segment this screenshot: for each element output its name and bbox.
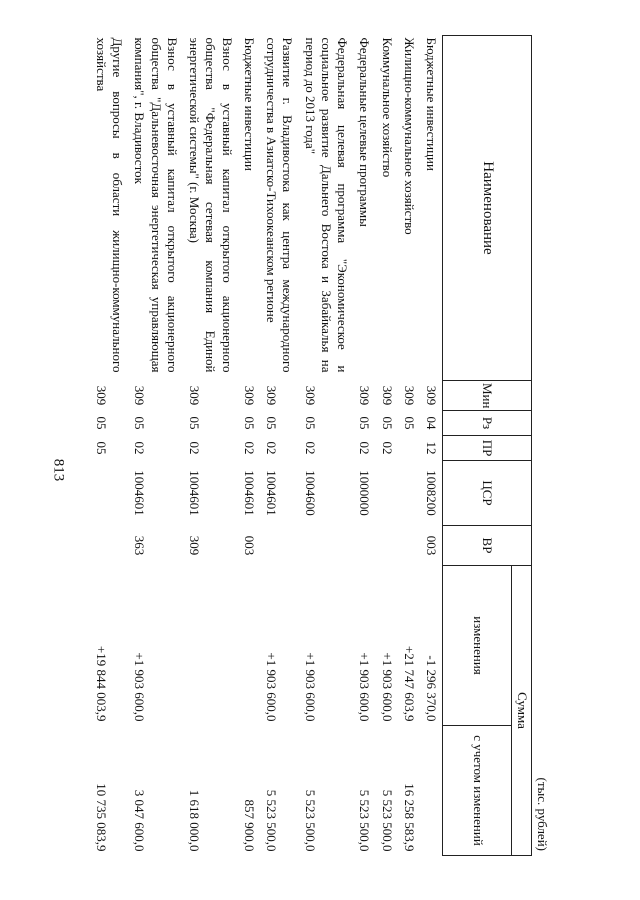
row-vr: 309 (187, 535, 203, 556)
row-pr: 12 (424, 441, 440, 455)
row-change (238, 566, 260, 726)
row-change: +1 903 600,0 (357, 652, 373, 722)
row-vr: 363 (132, 535, 148, 556)
row-total: 857 900,0 (241, 799, 257, 852)
budget-table-sheet (80, 35, 550, 855)
row-min: 309 (264, 385, 280, 406)
header-vr: ВР (443, 526, 532, 566)
row-rz: 05 (401, 416, 417, 430)
row-rz: 05 (187, 416, 203, 430)
row-min: 309 (93, 385, 109, 406)
row-csr: 1004601 (132, 470, 148, 516)
row-csr: 1004601 (241, 470, 257, 516)
table-row (353, 36, 375, 856)
row-rz: 05 (93, 416, 109, 430)
table-row (128, 36, 183, 856)
row-name: Взнос в уставный капитал открытого акционерного общества "Дальневосточная энергетическая управляющая компания", г. Владивосток (132, 37, 180, 373)
row-pr: 02 (132, 441, 148, 455)
row-min: 309 (187, 385, 203, 406)
row-vr (298, 526, 353, 566)
row-vr (375, 526, 397, 566)
row-csr (375, 461, 397, 526)
row-min: 309 (302, 385, 318, 406)
row-pr: 02 (264, 441, 280, 455)
table-row (238, 36, 260, 856)
header-csr: ЦСР (443, 461, 532, 526)
table-row (260, 36, 299, 856)
header-changes: изменения (443, 566, 512, 726)
row-pr: 05 (93, 441, 109, 455)
row-csr (398, 461, 420, 526)
row-total: 5 523 500,0 (357, 789, 373, 852)
row-min: 309 (357, 385, 373, 406)
row-pr: 02 (187, 441, 203, 455)
row-rz: 05 (302, 416, 318, 430)
row-vr (353, 526, 375, 566)
row-name: Другие вопросы в области жилищно-коммунального хозяйства (93, 37, 126, 373)
row-name: Взнос в уставный капитал открытого акционерного общества "Федеральная сетевая компания Единой энергетической системы" (г. Москва) (187, 37, 235, 373)
row-total: 5 523 500,0 (264, 789, 280, 852)
row-total: 16 258 583,9 (401, 783, 417, 852)
row-min: 309 (132, 385, 148, 406)
row-total (420, 726, 443, 856)
row-name: Коммунальное хозяйство (379, 37, 395, 178)
row-pr: 02 (302, 441, 318, 455)
row-pr: 02 (241, 441, 257, 455)
table-row (298, 36, 353, 856)
header-rz: Рз (443, 411, 532, 436)
header-sum: Сумма (512, 566, 532, 856)
table-row (420, 36, 443, 856)
row-name: Бюджетные инвестиции (241, 37, 257, 171)
row-rz: 05 (264, 416, 280, 430)
header-name: Наименование (443, 36, 532, 381)
row-min: 309 (424, 385, 440, 406)
row-rz: 05 (132, 416, 148, 430)
row-change: +1 903 600,0 (132, 652, 148, 722)
row-csr: 1004601 (264, 470, 280, 516)
row-change (183, 566, 238, 726)
table-row (375, 36, 397, 856)
row-csr: 1000000 (357, 470, 373, 516)
header-pr: ПР (443, 436, 532, 461)
row-rz: 05 (241, 416, 257, 430)
table-row (398, 36, 420, 856)
row-csr (90, 461, 129, 526)
row-total: 3 047 600,0 (132, 789, 148, 852)
row-name: Федеральная целевая программа "Экономическое и социальное развитие Дальнего Востока и Забайкалья на период до 2013 года" (302, 37, 351, 373)
table-row (90, 36, 129, 856)
row-change: +1 903 600,0 (302, 652, 318, 722)
row-total: 1 618 000,0 (187, 789, 203, 852)
units-label: (тыс. рублей) (535, 777, 550, 851)
row-min: 309 (401, 385, 417, 406)
row-vr (398, 526, 420, 566)
row-vr: 003 (424, 535, 440, 556)
row-rz: 04 (424, 416, 440, 430)
row-vr: 003 (241, 535, 257, 556)
row-total: 5 523 500,0 (379, 789, 395, 852)
header-min: Мин (443, 381, 532, 411)
row-rz: 05 (357, 416, 373, 430)
row-pr: 02 (357, 441, 373, 455)
row-total: 10 735 083,9 (93, 783, 109, 852)
row-min: 309 (241, 385, 257, 406)
row-change: -1 296 370,0 (424, 655, 440, 722)
row-pr: 02 (379, 441, 395, 455)
row-change: +1 903 600,0 (379, 652, 395, 722)
row-rz: 05 (379, 416, 395, 430)
table-row (183, 36, 238, 856)
row-change: +1 903 600,0 (264, 652, 280, 722)
row-csr: 1004601 (187, 470, 203, 516)
row-csr: 1008200 (424, 470, 440, 516)
row-vr (260, 526, 299, 566)
row-name: Жилищно-коммунальное хозяйство (401, 37, 417, 235)
budget-table (90, 35, 532, 856)
header-with-changes: с учетом изменений (443, 726, 512, 856)
row-change: +21 747 603,9 (401, 645, 417, 722)
row-name: Бюджетные инвестиции (424, 37, 440, 171)
row-name: Федеральные целевые программы (357, 37, 373, 227)
row-change: +19 844 003,9 (93, 645, 109, 722)
row-pr (398, 436, 420, 461)
row-name: Развитие г. Владивостока как центра международного сотрудничества в Азиатско-Тихоокеанском регионе (264, 37, 296, 373)
row-vr (90, 526, 129, 566)
row-total: 5 523 500,0 (302, 789, 318, 852)
row-min: 309 (379, 385, 395, 406)
row-csr: 1004600 (302, 470, 318, 516)
page-number: 813 (50, 458, 67, 482)
